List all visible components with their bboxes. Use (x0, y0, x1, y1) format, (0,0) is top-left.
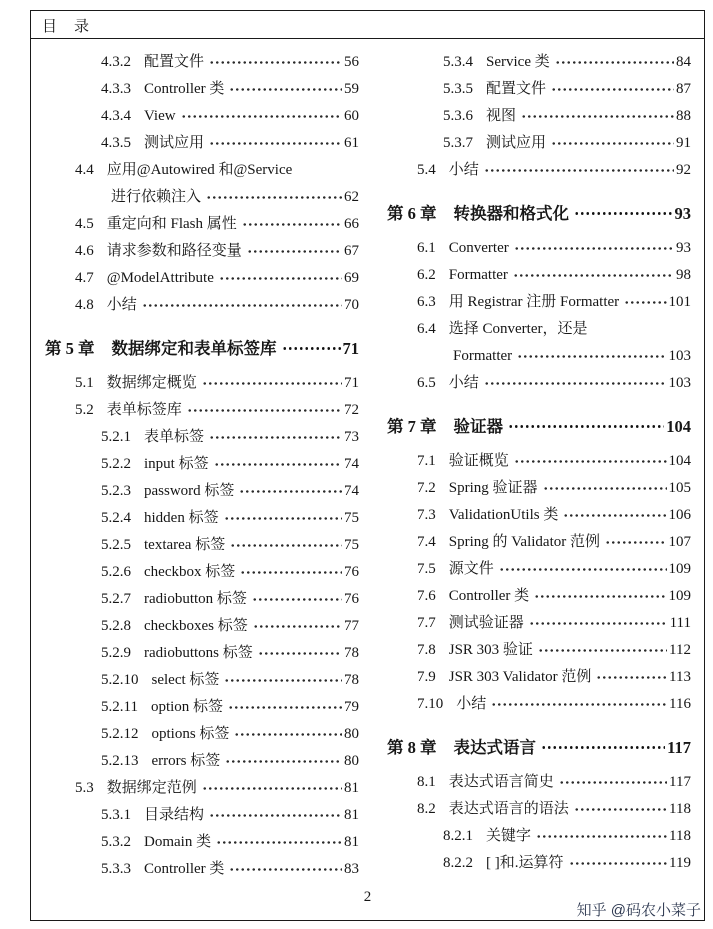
toc-entry-title: 数据绑定范例 (106, 780, 197, 796)
toc-entry-row (387, 823, 691, 850)
toc-entry-row (45, 478, 359, 505)
toc-entry-title: 关键字 (486, 828, 532, 844)
toc-entry-number: 4.6 (75, 243, 94, 259)
page-border (30, 10, 705, 921)
toc-entry-row (45, 802, 359, 829)
toc-leader-dots (543, 484, 667, 493)
toc-leader-dots (258, 649, 342, 658)
toc-entry-title: 测试应用 (486, 135, 547, 151)
toc-entry-title: 数据绑定概览 (106, 375, 197, 391)
toc-entry-title: View (144, 108, 176, 124)
toc-entry-page: 77 (344, 618, 359, 634)
toc-entry-row (387, 475, 691, 502)
toc-entry-number: 4.3.2 (101, 54, 131, 70)
toc-entry-title: 测试应用 (144, 135, 205, 151)
toc-entry-page: 80 (344, 726, 359, 742)
toc-entry-title: JSR 303 Validator 范例 (448, 669, 592, 685)
toc-leader-dots (224, 676, 342, 685)
toc-entry-page: 103 (668, 375, 691, 391)
toc-leader-dots (569, 859, 668, 868)
toc-leader-dots (209, 58, 342, 67)
toc-entry-title: JSR 303 验证 (448, 642, 533, 658)
toc-leader-dots (209, 811, 342, 820)
toc-entry-number: 4.3.4 (101, 108, 131, 124)
toc-entry-row (45, 49, 359, 76)
toc-entry-number: 5.2.3 (101, 483, 131, 499)
toc-entry-number: 8.2 (417, 801, 436, 817)
toc-entry-row (45, 103, 359, 130)
toc-entry-page: 71 (344, 375, 359, 391)
toc-leader-dots (529, 619, 668, 628)
toc-entry-page: 81 (344, 807, 359, 823)
toc-entry-title: Controller 类 (448, 588, 530, 604)
toc-entry-row (387, 76, 691, 103)
toc-entry-number: 7.4 (417, 534, 436, 550)
toc-leader-dots (187, 406, 342, 415)
toc-leader-dots (247, 247, 342, 256)
toc-entry-number: 7.8 (417, 642, 436, 658)
toc-entry-page: 117 (669, 774, 691, 790)
toc-entry-page: 93 (676, 240, 691, 256)
toc-entry-number: 5.3.5 (443, 81, 473, 97)
toc-entry-row (45, 130, 359, 157)
toc-entry-page: 76 (344, 591, 359, 607)
toc-chapter-row (387, 200, 691, 227)
toc-entry-title: Formatter (448, 267, 508, 283)
toc-entry-number: 7.1 (417, 453, 436, 469)
toc-entry-title: Converter (448, 240, 509, 256)
toc-entry-row (45, 640, 359, 667)
toc-entry-title: textarea 标签 (144, 537, 226, 553)
toc-entry-row (45, 856, 359, 883)
toc-entry-title: 表达式语言简史 (448, 774, 554, 790)
toc-entry-page: 75 (344, 510, 359, 526)
toc-entry-number: 5.2.7 (101, 591, 131, 607)
toc-entry-number: 5.3.7 (443, 135, 473, 151)
toc-entry-page: 79 (344, 699, 359, 715)
toc-leader-dots (574, 805, 667, 814)
toc-entry-number: 5.2.2 (101, 456, 131, 472)
toc-entry-title: 视图 (486, 108, 517, 124)
toc-entry-title: 数据绑定和表单标签库 (111, 339, 277, 358)
toc-entry-page: 66 (344, 216, 359, 232)
toc-entry-row (45, 451, 359, 478)
toc-entry-title: hidden 标签 (144, 510, 219, 526)
watermark-text: 知乎 @码农小菜子 (576, 902, 701, 919)
toc-entry-title: 表单标签库 (106, 402, 182, 418)
toc-entry-title: 小结 (456, 696, 487, 712)
toc-leader-dots (521, 112, 674, 121)
toc-entry-number: 8.1 (417, 774, 436, 790)
toc-entry-row (45, 694, 359, 721)
toc-entry-title: Formatter (453, 348, 513, 364)
toc-entry-number: 5.2.5 (101, 537, 131, 553)
toc-entry-row (45, 265, 359, 292)
toc-entry-row (387, 370, 691, 397)
toc-entry-page: 105 (668, 480, 691, 496)
toc-leader-dots (484, 166, 674, 175)
toc-entry-row (45, 721, 359, 748)
toc-entry-row (45, 211, 359, 238)
toc-entry-page: 117 (667, 738, 691, 757)
toc-entry-title: Spring 的 Validator 范例 (448, 534, 600, 550)
toc-entry-row (45, 613, 359, 640)
toc-column-right (387, 49, 691, 877)
watermark (577, 899, 701, 920)
toc-entry-number: 7.7 (417, 615, 436, 631)
toc-entry-title: 表达式语言 (453, 738, 536, 757)
toc-entry-page: 70 (344, 297, 359, 313)
toc-entry-number: 7.3 (417, 507, 436, 523)
toc-leader-dots (239, 487, 342, 496)
toc-entry-title: 应用@Autowired 和@Service (106, 162, 293, 178)
toc-entry-row (45, 829, 359, 856)
toc-entry-page: 72 (344, 402, 359, 418)
toc-entry-number: 8.2.2 (443, 855, 473, 871)
toc-entry-page: 84 (676, 54, 691, 70)
toc-entry-row (387, 289, 691, 316)
toc-entry-page: 59 (344, 81, 359, 97)
toc-entry-page: 69 (344, 270, 359, 286)
toc-entry-row (45, 775, 359, 802)
toc-entry-page: 81 (344, 834, 359, 850)
toc-entry-title: checkboxes 标签 (144, 618, 248, 634)
toc-entry-title: 小结 (448, 162, 479, 178)
toc-entry-row (387, 130, 691, 157)
toc-entry-page: 78 (344, 672, 359, 688)
toc-entry-number: 5.4 (417, 162, 436, 178)
toc-entry-number: 7.9 (417, 669, 436, 685)
toc-entry-page: 56 (344, 54, 359, 70)
toc-entry-page: 104 (666, 417, 691, 436)
toc-leader-dots (574, 209, 673, 218)
toc-entry-row (45, 397, 359, 424)
toc-entry-title: 验证器 (453, 417, 503, 436)
toc-entry-title: password 标签 (144, 483, 235, 499)
toc-leader-dots (229, 85, 342, 94)
toc-leader-dots (605, 538, 667, 547)
toc-entry-page: 75 (344, 537, 359, 553)
toc-entry-page: 76 (344, 564, 359, 580)
page-header (31, 11, 704, 39)
toc-entry-page: 74 (344, 456, 359, 472)
toc-entry-row (45, 370, 359, 397)
toc-leader-dots (228, 703, 342, 712)
toc-leader-dots (484, 379, 667, 388)
toc-entry-number: 5.2.9 (101, 645, 131, 661)
toc-entry-page: 107 (668, 534, 691, 550)
toc-entry-page: 109 (668, 561, 691, 577)
toc-entry-page: 101 (668, 294, 691, 310)
toc-entry-title: 表达式语言的语法 (448, 801, 569, 817)
toc-leader-dots (596, 673, 667, 682)
toc-entry-page: 118 (669, 801, 691, 817)
toc-entry-row (45, 424, 359, 451)
toc-leader-dots (551, 139, 674, 148)
toc-entry-row (45, 157, 359, 184)
toc-entry-row (45, 586, 359, 613)
toc-entry-page: 71 (342, 339, 359, 358)
toc-entry-row (387, 103, 691, 130)
toc-leader-dots (559, 778, 667, 787)
toc-entry-row (387, 691, 691, 718)
toc-entry-number: 6.5 (417, 375, 436, 391)
toc-leader-dots (514, 244, 674, 253)
toc-leader-dots (536, 832, 667, 841)
toc-entry-row (45, 238, 359, 265)
toc-entry-page: 88 (676, 108, 691, 124)
toc-entry-page: 61 (344, 135, 359, 151)
toc-entry-number: 5.1 (75, 375, 94, 391)
toc-entry-number: 6.4 (417, 321, 436, 337)
toc-entry-number: 5.2.10 (101, 672, 139, 688)
toc-entry-title: radiobuttons 标签 (144, 645, 253, 661)
toc-entry-title: 小结 (448, 375, 479, 391)
toc-column-left (45, 49, 359, 883)
toc-leader-dots (242, 220, 342, 229)
toc-leader-dots (517, 352, 666, 361)
toc-entry-row (387, 796, 691, 823)
toc-entry-number: 5.2.6 (101, 564, 131, 580)
toc-entry-title: radiobutton 标签 (144, 591, 247, 607)
toc-entry-number: 7.6 (417, 588, 436, 604)
toc-entry-title: Controller 类 (144, 861, 225, 877)
toc-entry-title: 验证概览 (448, 453, 509, 469)
toc-entry-page: 104 (668, 453, 691, 469)
toc-entry-number: 7.10 (417, 696, 444, 712)
toc-leader-dots (541, 743, 665, 752)
toc-entry-title: Service 类 (486, 54, 550, 70)
toc-entry-number: 4.7 (75, 270, 94, 286)
toc-entry-number: 4.4 (75, 162, 94, 178)
toc-leader-dots (216, 838, 342, 847)
toc-entry-title: 转换器和格式化 (453, 204, 569, 223)
toc-entry-title: [ ]和.运算符 (486, 855, 564, 871)
toc-entry-row (45, 292, 359, 319)
toc-entry-row (387, 262, 691, 289)
toc-entry-number: 5.2.1 (101, 429, 131, 445)
toc-leader-dots (206, 193, 342, 202)
toc-entry-number: 4.8 (75, 297, 94, 313)
toc-entry-row (387, 610, 691, 637)
toc-entry-number: 5.2 (75, 402, 94, 418)
toc-entry-title: 小结 (106, 297, 137, 313)
toc-leader-dots (491, 700, 667, 709)
toc-entry-row (45, 748, 359, 775)
toc-entry-page: 80 (344, 753, 359, 769)
toc-entry-number: 5.2.13 (101, 753, 139, 769)
toc-entry-title: ValidationUtils 类 (448, 507, 559, 523)
toc-entry-page: 103 (668, 348, 691, 364)
toc-entry-page: 81 (344, 780, 359, 796)
toc-entry-title: option 标签 (150, 699, 224, 715)
toc-entry-page: 74 (344, 483, 359, 499)
toc-leader-dots (202, 784, 342, 793)
toc-leader-dots (209, 433, 342, 442)
page-title: 目 录 (42, 19, 91, 35)
toc-entry-page: 87 (676, 81, 691, 97)
toc-leader-dots (219, 274, 342, 283)
toc-chapter-row (387, 734, 691, 761)
toc-leader-dots (282, 344, 341, 353)
toc-entry-page: 111 (669, 615, 691, 631)
toc-entry-row (387, 556, 691, 583)
toc-entry-page: 116 (669, 696, 691, 712)
toc-entry-row (45, 505, 359, 532)
toc-entry-page: 93 (674, 204, 691, 223)
toc-entry-page: 118 (669, 828, 691, 844)
toc-leader-dots (508, 422, 664, 431)
toc-entry-title: 配置文件 (144, 54, 205, 70)
toc-entry-number: 第 6 章 (387, 204, 437, 223)
toc-entry-row (387, 850, 691, 877)
toc-leader-dots (563, 511, 666, 520)
toc-entry-number: 7.2 (417, 480, 436, 496)
toc-entry-continuation-row (387, 343, 691, 370)
toc-entry-row (387, 502, 691, 529)
toc-entry-page: 62 (344, 189, 359, 205)
toc-entry-title: 目录结构 (144, 807, 205, 823)
toc-leader-dots (230, 541, 342, 550)
toc-entry-number: 4.5 (75, 216, 94, 232)
toc-entry-title: 源文件 (448, 561, 494, 577)
toc-entry-number: 5.3.3 (101, 861, 131, 877)
toc-entry-number: 5.2.8 (101, 618, 131, 634)
toc-entry-page: 83 (344, 861, 359, 877)
toc-entry-number: 5.2.11 (101, 699, 138, 715)
toc-entry-title: options 标签 (151, 726, 230, 742)
toc-entry-number: 4.3.3 (101, 81, 131, 97)
toc-leader-dots (229, 865, 342, 874)
toc-entry-title: Domain 类 (144, 834, 212, 850)
toc-entry-page: 67 (344, 243, 359, 259)
toc-leader-dots (214, 460, 342, 469)
toc-entry-number: 6.2 (417, 267, 436, 283)
toc-leader-dots (499, 565, 667, 574)
toc-entry-page: 91 (676, 135, 691, 151)
toc-entry-page: 109 (668, 588, 691, 604)
toc-entry-page: 60 (344, 108, 359, 124)
toc-entry-number: 第 5 章 (45, 339, 95, 358)
toc-leader-dots (534, 592, 666, 601)
toc-leader-dots (555, 58, 674, 67)
toc-leader-dots (234, 730, 342, 739)
toc-leader-dots (224, 514, 342, 523)
toc-entry-page: 73 (344, 429, 359, 445)
toc-leader-dots (514, 457, 667, 466)
toc-entry-row (45, 532, 359, 559)
toc-entry-title: input 标签 (144, 456, 209, 472)
toc-entry-number: 5.3.2 (101, 834, 131, 850)
toc-entry-title: errors 标签 (151, 753, 221, 769)
toc-entry-title: 请求参数和路径变量 (106, 243, 242, 259)
toc-entry-title: 进行依赖注入 (111, 189, 202, 205)
toc-entry-number: 8.2.1 (443, 828, 473, 844)
toc-entry-page: 106 (668, 507, 691, 523)
toc-entry-number: 第 7 章 (387, 417, 437, 436)
toc-entry-number: 5.3.6 (443, 108, 473, 124)
toc-chapter-row (387, 413, 691, 440)
toc-entry-title: 用 Registrar 注册 Formatter (448, 294, 620, 310)
toc-leader-dots (551, 85, 674, 94)
toc-entry-row (387, 529, 691, 556)
toc-entry-row (387, 448, 691, 475)
toc-leader-dots (253, 622, 342, 631)
toc-entry-number: 4.3.5 (101, 135, 131, 151)
page-number: 2 (363, 889, 372, 905)
toc-entry-page: 98 (676, 267, 691, 283)
toc-entry-title: 配置文件 (486, 81, 547, 97)
toc-entry-number: 7.5 (417, 561, 436, 577)
toc-leader-dots (252, 595, 342, 604)
toc-entry-row (387, 157, 691, 184)
toc-entry-title: 选择 Converter，还是 (448, 321, 588, 337)
toc-leader-dots (538, 646, 667, 655)
toc-entry-continuation-row (45, 184, 359, 211)
toc-entry-number: 5.3.1 (101, 807, 131, 823)
toc-leader-dots (142, 301, 342, 310)
toc-entry-page: 119 (669, 855, 691, 871)
toc-entry-title: Spring 验证器 (448, 480, 538, 496)
toc-leader-dots (202, 379, 342, 388)
toc-entry-page: 113 (669, 669, 691, 685)
toc-leader-dots (513, 271, 674, 280)
toc-entry-number: 第 8 章 (387, 738, 437, 757)
toc-entry-page: 92 (676, 162, 691, 178)
toc-entry-title: 表单标签 (144, 429, 205, 445)
toc-entry-row (387, 49, 691, 76)
toc-entry-number: 6.3 (417, 294, 436, 310)
toc-entry-row (387, 235, 691, 262)
toc-leader-dots (181, 112, 342, 121)
toc-entry-number: 5.2.12 (101, 726, 139, 742)
toc-entry-title: @ModelAttribute (106, 270, 214, 286)
toc-entry-row (387, 769, 691, 796)
toc-leader-dots (225, 757, 342, 766)
toc-entry-number: 6.1 (417, 240, 436, 256)
toc-entry-page: 112 (669, 642, 691, 658)
toc-entry-row (45, 559, 359, 586)
toc-entry-title: select 标签 (151, 672, 220, 688)
toc-entry-row (45, 667, 359, 694)
toc-entry-title: 重定向和 Flash 属性 (106, 216, 237, 232)
toc-entry-number: 5.3.4 (443, 54, 473, 70)
toc-entry-title: checkbox 标签 (144, 564, 236, 580)
toc-entry-row (387, 664, 691, 691)
toc-entry-row (45, 76, 359, 103)
toc-entry-title: Controller 类 (144, 81, 225, 97)
toc-entry-number: 5.2.4 (101, 510, 131, 526)
toc-leader-dots (624, 298, 666, 307)
toc-entry-row (387, 583, 691, 610)
toc-entry-row (387, 316, 691, 343)
toc-leader-dots (209, 139, 342, 148)
toc-entry-title: 测试验证器 (448, 615, 524, 631)
toc-chapter-row (45, 335, 359, 362)
toc-leader-dots (240, 568, 342, 577)
toc-entry-page: 78 (344, 645, 359, 661)
toc-entry-number: 5.3 (75, 780, 94, 796)
toc-entry-row (387, 637, 691, 664)
